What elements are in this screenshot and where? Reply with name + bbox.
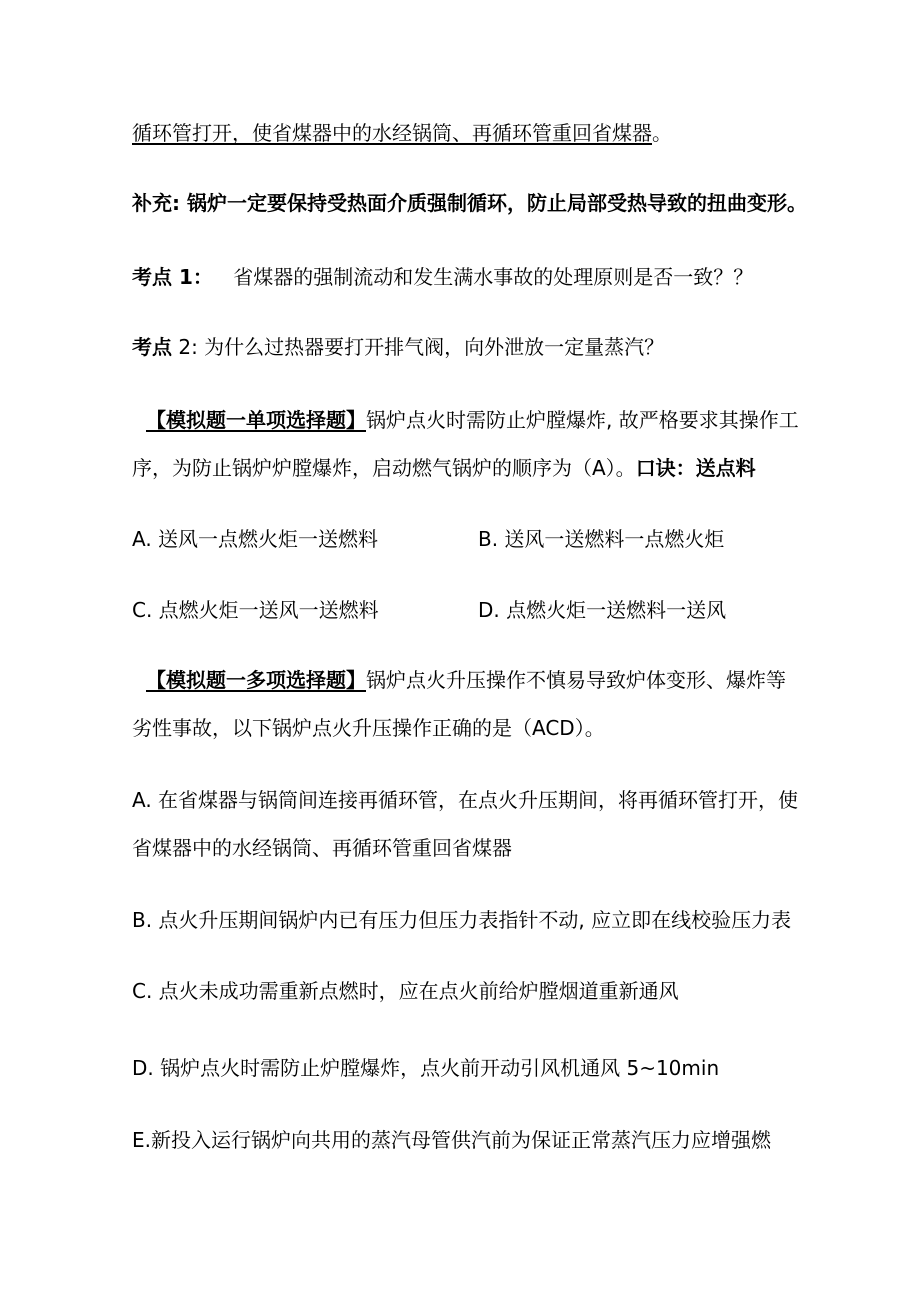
- question-1-tag: 【模拟题一单项选择题】: [146, 408, 366, 432]
- question-2-tag: 【模拟题一多项选择题】: [146, 668, 366, 692]
- question-1-line-2: [132, 454, 756, 482]
- exam-point-1-text: 省煤器的强制流动和发生满水事故的处理原则是否一致？？: [233, 265, 754, 289]
- question-1-stem-2: 序，为防止锅炉炉膛爆炸，启动燃气锅炉的顺序为（A）。: [132, 456, 636, 480]
- question-1-stem-1: 锅炉点火时需防止炉膛爆炸, 故严格要求其操作工: [366, 408, 799, 432]
- question-2-option-d: D. 锅炉点火时需防止炉膛爆炸，点火前开动引风机通风 5~10min: [132, 1056, 720, 1080]
- question-1-option-b: B. 送风一送燃料一点燃火炬: [478, 527, 725, 551]
- intro-line: [132, 119, 672, 147]
- exam-point-2-label: 考点: [132, 335, 172, 359]
- question-2-line-1: [146, 666, 786, 694]
- question-2-option-c: C. 点火未成功需重新点燃时，应在点火前给炉膛烟道重新通风: [132, 979, 679, 1003]
- exam-point-2-text: 2: 为什么过热器要打开排气阀，向外泄放一定量蒸汽？: [172, 335, 665, 359]
- question-2-option-a-line-2: 省煤器中的水经锅筒、再循环管重回省煤器: [132, 836, 512, 860]
- question-2-stem-1: 锅炉点火升压操作不慎易导致炉体变形、爆炸等: [366, 668, 786, 692]
- question-1-line-1: [146, 406, 799, 434]
- question-2-line-2: 劣性事故，以下锅炉点火升压操作正确的是（ACD）。: [132, 716, 605, 740]
- question-2-option-a-line-1: A. 在省煤器与锅筒间连接再循环管，在点火升压期间，将再循环管打开，使: [132, 788, 799, 812]
- question-1-option-d: D. 点燃火炬一送燃料一送风: [478, 598, 727, 622]
- question-1-option-a: A. 送风一点燃火炬一送燃料: [132, 527, 379, 551]
- intro-underlined-text: 循环管打开，使省煤器中的水经锅筒、再循环管重回省煤器: [132, 121, 652, 145]
- exam-point-1-label: 考点 1：: [132, 265, 213, 289]
- intro-period: 。: [652, 121, 672, 145]
- question-1-mnemonic: 口诀：送点料: [635, 456, 756, 480]
- exam-point-1: [132, 263, 753, 291]
- question-2-option-e: E.新投入运行锅炉向共用的蒸汽母管供汽前为保证正常蒸汽压力应增强燃: [132, 1128, 771, 1152]
- supplement-note: 补充: 锅炉一定要保持受热面介质强制循环，防止局部受热导致的扭曲变形。: [132, 191, 807, 215]
- question-2-option-b: B. 点火升压期间锅炉内已有压力但压力表指针不动, 应立即在线校验压力表: [132, 908, 792, 932]
- exam-point-2: [132, 333, 664, 361]
- question-1-option-c: C. 点燃火炬一送风一送燃料: [132, 598, 379, 622]
